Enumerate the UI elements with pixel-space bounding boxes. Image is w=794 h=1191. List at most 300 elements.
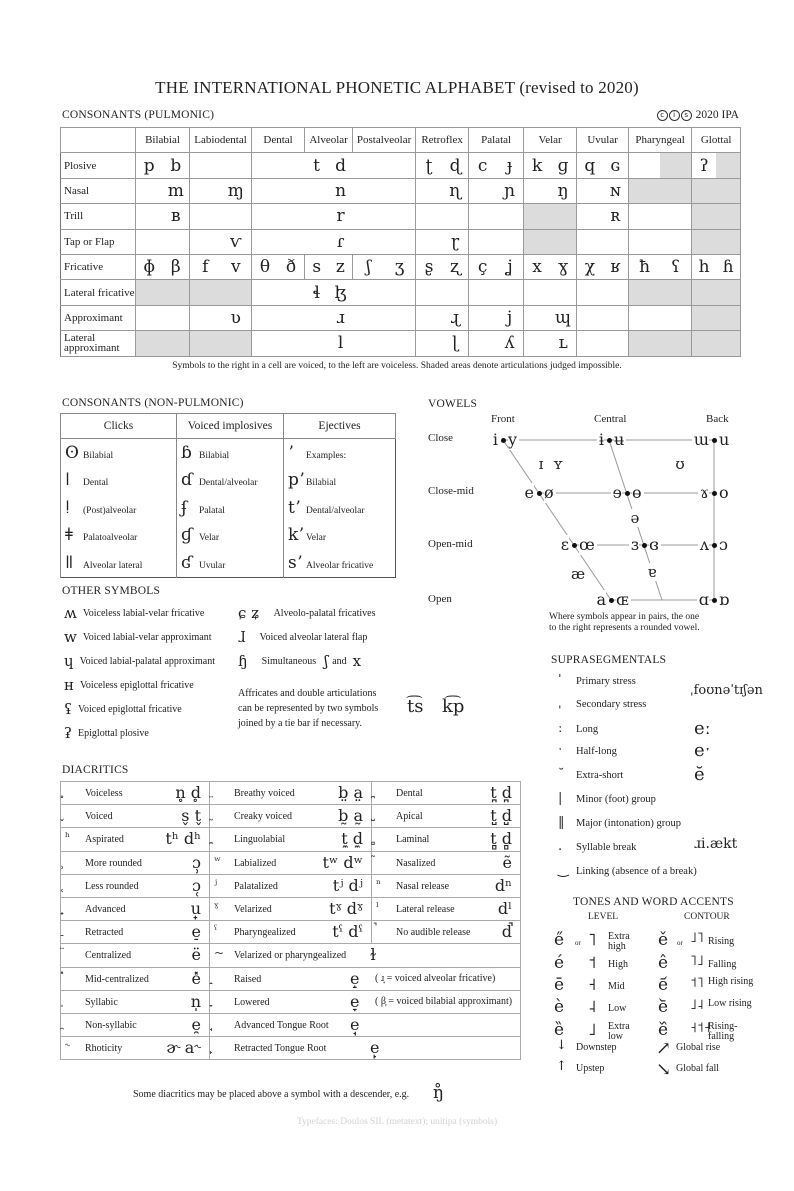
diacritic-cell xyxy=(210,897,372,920)
vowel-dot xyxy=(625,491,630,496)
diacritic-label: Advanced Tongue Root xyxy=(234,1019,329,1031)
diacritic-cell xyxy=(210,874,372,897)
diacritic-label: Velarized xyxy=(234,903,272,915)
implosives-label: Palatal xyxy=(199,505,225,516)
level-tone-label: Extra low xyxy=(608,1021,630,1042)
contour-tone-letter: ˧˦˧ xyxy=(690,1020,711,1036)
diacritic-cell xyxy=(372,851,521,874)
diacritic-label: Voiced xyxy=(85,811,113,823)
vowel-near-open-central: ɐ xyxy=(647,563,657,581)
other-symbol-label: Voiced alveolar lateral flap xyxy=(259,631,368,643)
contour-tone-e: ě xyxy=(658,930,669,950)
diacritic-example: e̝ xyxy=(350,968,360,988)
ejectives-symbol: kʼ xyxy=(288,525,304,546)
contour-tone-e: e᷅ xyxy=(658,997,669,1017)
vowel-dot xyxy=(607,438,612,443)
implosives-symbol: ɗ xyxy=(181,470,193,491)
vowel-dot xyxy=(712,438,717,443)
clicks-label: Dental xyxy=(83,478,109,489)
row-label: Trill xyxy=(61,204,136,229)
consonant-symbol: x xyxy=(524,254,551,279)
supra-example: ĕ xyxy=(694,764,705,785)
supra-mark: ‿ xyxy=(558,863,569,878)
diacritic-example: dⁿ xyxy=(494,875,512,895)
unrounded-vowel: ɜ xyxy=(630,535,639,554)
vowel-schwa: ə xyxy=(630,509,640,527)
consonant-symbol: ɹ xyxy=(329,305,353,330)
diacritic-row xyxy=(61,944,521,967)
diacritic-label: Linguolabial xyxy=(234,834,286,846)
consonant-symbol: l xyxy=(329,331,353,356)
diacritic-cell xyxy=(210,782,372,805)
diacritic-row xyxy=(61,828,521,851)
level-tone-label: Mid xyxy=(608,981,625,992)
column-header-pharyngeal: Pharyngeal xyxy=(629,128,692,153)
diacritic-mark: ˞ xyxy=(65,1039,71,1054)
note-line: Affricates and double articulations xyxy=(238,688,377,699)
ejectives-label: Velar xyxy=(306,533,327,544)
supra-label: Syllable break xyxy=(576,842,637,853)
consonant-symbol: ʕ xyxy=(660,254,692,279)
diacritic-label: Breathy voiced xyxy=(234,788,295,799)
diacritic-example: t̪ d̪ xyxy=(490,783,512,802)
consonant-symbol: ŋ xyxy=(550,178,577,203)
affricates-note xyxy=(238,686,378,731)
contour-tone-e: e᷄ xyxy=(658,975,669,995)
diacritic-example: e̽ xyxy=(191,968,201,988)
other-symbol: ɺ xyxy=(238,628,246,646)
rounded-vowel: ɒ xyxy=(719,590,730,609)
diacritic-cell xyxy=(372,897,521,920)
rounded-vowel: ɞ xyxy=(649,535,659,554)
diacritic-example: ɔ̜ xyxy=(192,875,201,895)
supra-label: Extra-short xyxy=(576,770,624,781)
implosives-symbol: ʄ xyxy=(181,497,188,518)
vowel-dot xyxy=(712,598,717,603)
consonant-symbol: θ xyxy=(252,254,279,279)
consonant-symbol: ɻ xyxy=(442,305,469,330)
diacritic-cell xyxy=(210,828,372,851)
consonant-symbol: ʃ xyxy=(353,254,385,279)
diacritic-cell xyxy=(372,921,521,944)
global-fall-label: Global fall xyxy=(676,1063,720,1074)
diacritic-example: dˡ xyxy=(497,898,512,918)
supra-mark: ˌ xyxy=(558,696,562,711)
diacritic-mark: ~ xyxy=(214,946,225,961)
col-implosives: Voiced implosives xyxy=(177,414,284,439)
diacritic-label: Retracted Tongue Root xyxy=(234,1043,327,1055)
supra-label: Minor (foot) group xyxy=(576,794,656,805)
other-symbol-item xyxy=(64,724,149,742)
diacritic-label: More rounded xyxy=(85,857,142,869)
other-symbol-label: Alveolo-palatal fricatives xyxy=(273,607,376,619)
vowel-dot xyxy=(501,438,506,443)
label-front: Front xyxy=(491,413,515,425)
page-title: THE INTERNATIONAL PHONETIC ALPHABET (revised to 2020) xyxy=(155,78,639,97)
implosives-label: Dental/alveolar xyxy=(199,478,258,489)
contour-tone-letter: ˥˩ xyxy=(690,953,704,969)
consonant-symbol: ɱ xyxy=(221,178,252,203)
implosives-label: Bilabial xyxy=(199,450,230,461)
diacritic-label: Aspirated xyxy=(85,834,124,846)
contour-tone-letter: ˩˥ xyxy=(690,930,704,946)
diacritic-cell xyxy=(372,782,521,805)
consonant-symbol: ʝ xyxy=(496,254,524,279)
clicks-symbol: ǂ xyxy=(65,525,73,546)
consonant-symbol: ʎ xyxy=(496,331,524,356)
other-symbol: ɧ xyxy=(238,652,248,670)
row-label: Lateral approximant xyxy=(61,331,136,356)
ejectives-symbol: tʼ xyxy=(288,497,301,518)
diacritic-label: Pharyngealized xyxy=(234,927,296,939)
contour-heading: CONTOUR xyxy=(684,912,730,922)
label-close-mid: Close-mid xyxy=(428,485,474,497)
vowels-heading: VOWELS xyxy=(428,398,478,410)
consonant-symbol: s xyxy=(305,254,329,279)
diacritic-example: t̻ d̻ xyxy=(490,829,512,849)
diacritic-cell xyxy=(210,990,521,1013)
consonant-symbol: m xyxy=(163,178,190,203)
unrounded-vowel: ɛ xyxy=(560,535,569,554)
consonant-symbol: z xyxy=(329,254,353,279)
clicks-symbol: ʘ xyxy=(65,442,79,463)
diacritic-mark: ⁿ xyxy=(376,876,382,891)
diacritic-row xyxy=(61,782,521,805)
clicks-symbol: ǃ xyxy=(65,497,71,518)
row-label: Nasal xyxy=(61,178,136,203)
upstep-arrow-icon: ↑ xyxy=(556,1059,567,1074)
and-label: and xyxy=(332,655,347,667)
diacritic-cell xyxy=(61,828,210,851)
other-symbol-label: Simultaneous xyxy=(261,655,317,667)
other-symbol-item xyxy=(64,676,194,694)
license-text: 2020 IPA xyxy=(695,109,739,121)
or-label: or xyxy=(677,939,683,947)
consonant-symbol: ɲ xyxy=(496,178,524,203)
other-symbol-label: Voiceless labial-velar fricative xyxy=(82,607,205,619)
level-tone-label: Low xyxy=(608,1003,627,1014)
clicks-label: (Post)alveolar xyxy=(83,505,137,516)
vowel-dot xyxy=(537,491,542,496)
vowel-ae: æ xyxy=(570,565,586,583)
diacritic-label: Lowered xyxy=(234,996,270,1008)
unrounded-vowel: ɤ xyxy=(699,483,709,502)
contour-tone-letter: ˦˥ xyxy=(690,975,704,991)
diacritic-example: e̘ xyxy=(350,1014,360,1034)
implosives-label: Uvular xyxy=(199,560,226,571)
diacritic-row xyxy=(61,874,521,897)
diacritic-example: tʲ dʲ xyxy=(332,875,363,895)
consonant-symbol: ʂ xyxy=(416,254,443,279)
diacritic-row xyxy=(61,990,521,1013)
label-open-mid: Open-mid xyxy=(428,538,473,550)
unrounded-vowel: ɨ xyxy=(598,430,604,449)
diacritic-mark: ʷ xyxy=(214,853,222,868)
clicks-symbol: ǁ xyxy=(65,552,74,573)
diacritic-example: e̙ xyxy=(370,1038,380,1058)
level-heading: LEVEL xyxy=(588,912,619,922)
unrounded-vowel: i xyxy=(492,430,498,449)
supra-label: Linking (absence of a break) xyxy=(576,866,697,877)
diacritic-label: Labialized xyxy=(234,857,277,869)
supra-mark: . xyxy=(558,839,563,854)
supra-example: ɹi.ækt xyxy=(694,836,738,852)
diacritics-table xyxy=(60,781,521,1060)
diacritic-cell xyxy=(61,805,210,828)
supra-mark: ‖ xyxy=(558,815,565,830)
consonant-symbol: ʈ xyxy=(416,153,443,178)
column-header-palatal: Palatal xyxy=(469,128,524,153)
diacritics-note: Some diacritics may be placed above a symbol with a descender, e.g. xyxy=(133,1089,410,1100)
diacritic-example: ẽ xyxy=(502,852,512,872)
other-symbol: ʃ xyxy=(324,652,329,670)
diacritic-cell xyxy=(61,1037,210,1060)
label-open: Open xyxy=(428,593,452,605)
clicks-label: Alveolar lateral xyxy=(83,560,143,571)
diacritic-label: Centralized xyxy=(85,950,132,962)
implosives-symbol: ɠ xyxy=(181,525,193,546)
diacritic-cell xyxy=(61,990,210,1013)
diacritic-label: Retracted xyxy=(85,927,124,939)
consonant-symbol: ʁ xyxy=(603,254,629,279)
diacritic-cell xyxy=(210,921,372,944)
col-ejectives: Ejectives xyxy=(284,414,396,439)
diacritics-note-example: ŋ̊ xyxy=(433,1083,444,1103)
diacritic-cell xyxy=(372,874,521,897)
col-clicks: Clicks xyxy=(61,414,177,439)
other-symbol-item xyxy=(238,652,367,670)
global-rise-arrow-icon: ↗ xyxy=(656,1038,672,1059)
ejectives-label: Alveolar fricative xyxy=(306,560,374,571)
diacritic-label: Advanced xyxy=(85,903,126,915)
diacritic-cell xyxy=(210,967,521,990)
sa-icon: s xyxy=(681,110,692,121)
other-symbol: ʍ xyxy=(64,604,77,622)
unrounded-vowel: ɑ xyxy=(698,590,709,609)
vowel-dot xyxy=(712,543,717,548)
diacritic-label: Creaky voiced xyxy=(234,811,293,823)
rounded-vowel: u xyxy=(719,430,730,449)
consonant-symbol: ɳ xyxy=(442,178,469,203)
diacritic-label: Rhoticity xyxy=(85,1043,123,1055)
other-symbol: ʜ xyxy=(64,676,74,694)
vowel-note xyxy=(549,612,700,634)
column-header-postalveolar: Postalveolar xyxy=(353,128,416,153)
clicks-symbol: ǀ xyxy=(65,470,71,491)
implosives-label: Velar xyxy=(199,533,220,544)
other-symbol-item xyxy=(64,700,182,718)
consonant-symbol: ʀ xyxy=(603,204,629,229)
downstep-arrow-icon: ↓ xyxy=(556,1038,567,1053)
contour-tone-e: ê xyxy=(658,953,669,973)
contour-tone-label: High rising xyxy=(708,976,754,987)
diacritic-label: Apical xyxy=(396,811,423,823)
footer-typefaces: Typefaces: Doulos SIL (metatext); unitipa (symbols) xyxy=(296,1117,498,1127)
diacritic-example: n̩ xyxy=(190,991,201,1011)
diacritic-label: Syllabic xyxy=(85,996,118,1008)
diacritic-example: e̯ xyxy=(191,1014,201,1034)
diacritic-row xyxy=(61,967,521,990)
cc-icon: c xyxy=(657,110,668,121)
other-symbol-item xyxy=(64,652,215,670)
diacritic-cell xyxy=(210,851,372,874)
diacritic-cell xyxy=(61,944,210,967)
diacritic-cell xyxy=(210,805,372,828)
consonant-symbol: ɦ xyxy=(716,254,741,279)
consonant-symbol: ɢ xyxy=(603,153,629,178)
vowel-dot xyxy=(712,491,717,496)
diacritic-example: tˤ dˤ xyxy=(332,922,363,942)
diacritic-row xyxy=(61,1013,521,1036)
diacritic-cell xyxy=(61,874,210,897)
diacritic-example: ɔ̹ xyxy=(192,852,201,872)
diacritic-label: Dental xyxy=(396,788,423,799)
consonant-symbol: ɽ xyxy=(442,229,469,254)
level-tone-e: é xyxy=(554,953,565,973)
consonant-symbol: ɾ xyxy=(329,229,353,254)
other-symbol-label: Voiced epiglottal fricative xyxy=(78,703,182,715)
ejectives-symbol: ʼ xyxy=(288,442,294,463)
label-central: Central xyxy=(594,413,627,425)
contour-tone-label: Low rising xyxy=(708,998,752,1009)
other-symbol-item xyxy=(238,628,367,646)
consonant-symbol: r xyxy=(329,204,353,229)
row-label: Plosive xyxy=(61,153,136,178)
diacritic-example: tˠ dˠ xyxy=(329,898,363,918)
consonant-symbol: j xyxy=(496,305,524,330)
diacritic-cell xyxy=(210,1037,521,1060)
diacritic-example: b̰ a̰ xyxy=(338,806,363,826)
suprasegmentals-heading: SUPRASEGMENTALS xyxy=(551,654,667,666)
diacritic-label: Palatalized xyxy=(234,880,278,892)
diacritic-mark: ʲ xyxy=(214,876,218,891)
other-symbols-heading: OTHER SYMBOLS xyxy=(62,585,161,597)
global-fall-arrow-icon: ↘ xyxy=(656,1059,672,1080)
consonant-symbol: k xyxy=(524,153,551,178)
supra-label: Primary stress xyxy=(576,676,636,687)
supra-mark: ˘ xyxy=(558,767,565,782)
label-close: Close xyxy=(428,432,454,444)
unrounded-vowel: e xyxy=(524,483,534,502)
implosives-symbol: ɓ xyxy=(181,442,192,463)
supra-mark: ː xyxy=(558,721,563,736)
consonant-symbol: ʐ xyxy=(442,254,469,279)
level-tone-letter: ˥ xyxy=(588,930,597,950)
vowel-note-line: Where symbols appear in pairs, the one xyxy=(549,612,700,622)
supra-mark: ˑ xyxy=(558,743,563,758)
diacritic-example: t̼ d̼ xyxy=(341,829,363,849)
diacritics-heading: DIACRITICS xyxy=(62,764,129,776)
consonant-symbol: q xyxy=(577,153,603,178)
diacritic-example: e̠ xyxy=(191,922,201,942)
diacritic-cell xyxy=(61,851,210,874)
diacritic-row xyxy=(61,805,521,828)
note-line: can be represented by two symbols xyxy=(238,703,379,714)
other-symbol: x xyxy=(352,652,362,670)
by-icon: i xyxy=(669,110,680,121)
level-tone-letter: ˩ xyxy=(588,1020,597,1040)
column-header-glottal: Glottal xyxy=(692,128,741,153)
clicks-label: Bilabial xyxy=(83,450,114,461)
contour-tone-label: Rising xyxy=(708,936,735,947)
consonant-symbol: b xyxy=(163,153,190,178)
diacritic-example: n̥ d̥ xyxy=(175,783,201,802)
label-back: Back xyxy=(706,413,729,425)
consonant-symbol: ʒ xyxy=(384,254,416,279)
ejectives-symbol: pʼ xyxy=(288,470,305,491)
other-symbol-item xyxy=(64,604,204,622)
rounded-vowel: ɵ xyxy=(632,483,642,502)
row-label: Fricative xyxy=(61,254,136,279)
consonant-symbol: c xyxy=(469,153,497,178)
tie-example-ts: t͡s xyxy=(407,696,424,717)
supra-example: eˑ xyxy=(694,740,711,761)
consonant-symbol: t xyxy=(305,153,329,178)
diacritic-mark: ˤ xyxy=(214,923,218,938)
diacritic-example: ɚ a˞ xyxy=(166,1038,201,1058)
diacritic-cell xyxy=(372,828,521,851)
consonant-symbol: ɡ xyxy=(550,153,577,178)
downstep-label: Downstep xyxy=(576,1042,617,1053)
diacritic-note: ( ɹ̝ = voiced alveolar fricative) xyxy=(375,972,496,984)
vowel-near-close-front: ɪ xyxy=(538,455,544,473)
rounded-vowel: y xyxy=(508,430,518,449)
column-header-retroflex: Retroflex xyxy=(416,128,469,153)
diacritic-label: Non-syllabic xyxy=(85,1019,137,1031)
diacritic-example: tʰ dʰ xyxy=(165,829,201,849)
diacritic-label: Velarized or pharyngealized xyxy=(234,950,347,962)
diacritic-row xyxy=(61,921,521,944)
consonant-symbol: ɣ xyxy=(550,254,577,279)
diacritic-example: u̟ xyxy=(190,898,201,918)
consonant-symbol: ɬ xyxy=(305,280,329,305)
implosives-symbol: ʛ xyxy=(181,552,193,573)
contour-tone-e: e᷈ xyxy=(658,1020,669,1040)
consonant-symbol: ħ xyxy=(629,254,661,279)
diacritic-note: ( β̞ = voiced bilabial approximant) xyxy=(375,995,513,1007)
column-header-dental: Dental xyxy=(252,128,305,153)
diacritic-example: e̞ xyxy=(350,991,360,1011)
other-symbol: ʡ xyxy=(64,724,73,742)
diacritic-example: d̚ xyxy=(501,922,512,942)
consonant-symbol: ɖ xyxy=(442,153,469,178)
unrounded-vowel: ɘ xyxy=(612,483,622,502)
level-tone-label: High xyxy=(608,959,628,970)
diacritic-mark: ʰ xyxy=(65,830,71,845)
other-symbol: ʢ xyxy=(64,700,73,718)
consonant-symbol: ɭ xyxy=(442,331,469,356)
ejectives-label: Examples: xyxy=(306,450,347,461)
tones-heading: TONES AND WORD ACCENTS xyxy=(573,896,734,908)
consonant-symbol: ɴ xyxy=(603,178,629,203)
diacritic-cell xyxy=(61,1013,210,1036)
consonant-symbol: v xyxy=(221,254,252,279)
other-symbol: ɕ ʑ xyxy=(238,604,260,622)
level-tone-e: ȅ xyxy=(554,1020,565,1040)
column-header-velar: Velar xyxy=(524,128,577,153)
level-tone-e: è xyxy=(554,997,565,1017)
other-symbol: w xyxy=(64,628,77,646)
column-header-alveolar: Alveolar xyxy=(305,128,353,153)
consonant-symbol: β xyxy=(163,254,190,279)
consonant-symbol: ɟ xyxy=(496,153,524,178)
vowel-near-close-back: ʊ xyxy=(675,455,685,473)
consonant-symbol: p xyxy=(136,153,163,178)
consonant-symbol: ʋ xyxy=(221,305,252,330)
contour-tone-letter: ˩˨ xyxy=(690,997,704,1013)
diacritic-row xyxy=(61,851,521,874)
contour-tone-label: Rising-falling xyxy=(708,1021,738,1042)
